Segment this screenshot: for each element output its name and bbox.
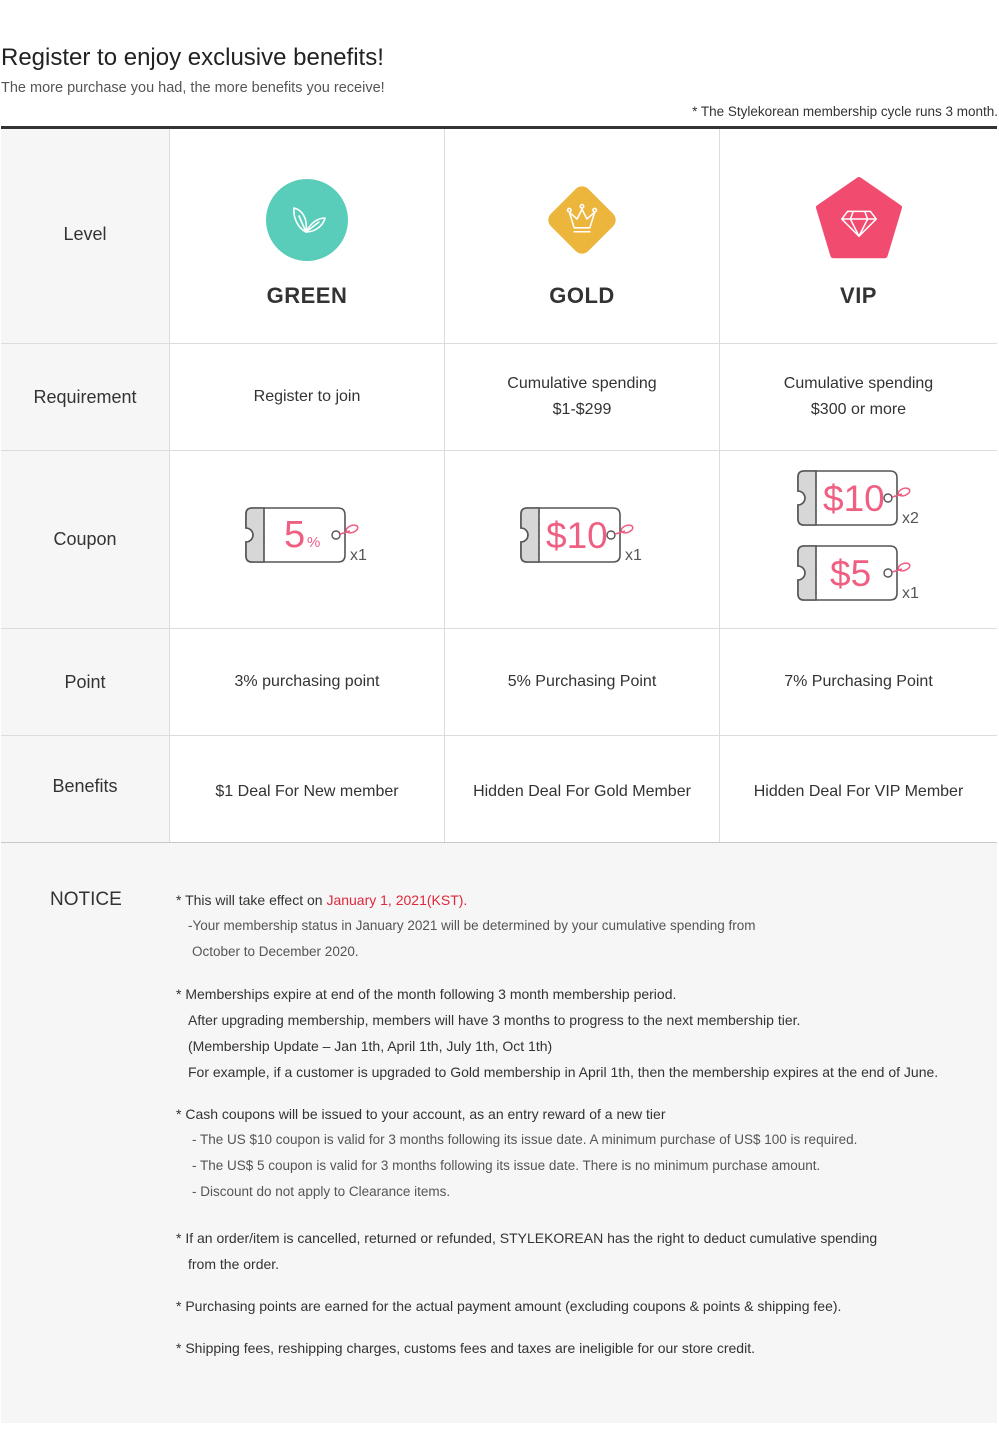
requirement-gold	[445, 344, 720, 450]
benefit-gold: Hidden Deal For Gold Member	[445, 736, 720, 842]
notice-item-effective-date	[176, 887, 976, 913]
coupon-ticket	[244, 505, 370, 574]
coupon-vip	[720, 451, 997, 628]
coupon-label: Coupon	[1, 451, 170, 628]
coupon-ticket	[796, 543, 922, 612]
benefits-row	[1, 736, 997, 843]
leaf-icon	[264, 177, 350, 263]
requirement-green	[170, 344, 445, 450]
coupon-green	[170, 451, 445, 628]
notice-section	[1, 843, 997, 1423]
coupon-stack	[796, 468, 922, 612]
membership-table	[1, 129, 997, 843]
diamond-icon	[816, 177, 902, 263]
requirement-amount: $300 or more	[810, 401, 907, 418]
tier-name-vip: VIP	[840, 283, 877, 308]
notice-item-points: * Purchasing points are earned for the actual payment amount (excluding coupons & points & shipping fee).	[176, 1298, 842, 1314]
page-title: Register to enjoy exclusive benefits!	[1, 44, 384, 71]
requirement-amount: $1-$299	[552, 401, 612, 418]
notice-item-expiry	[176, 981, 976, 1085]
point-green: 3% purchasing point	[170, 629, 445, 735]
page-header	[0, 0, 999, 130]
point-gold: 5% Purchasing Point	[445, 629, 720, 735]
tier-gold	[445, 129, 720, 343]
benefit-vip: Hidden Deal For VIP Member	[753, 783, 964, 800]
notice-subtext: -Your membership status in January 2021 will be determined by your cumulative spending from	[188, 918, 756, 933]
coupon-amount: $10	[546, 515, 608, 556]
page-subtitle: The more purchase you had, the more benefits you receive!	[1, 80, 385, 96]
coupon-qty: x1	[625, 547, 642, 564]
benefit-green: $1 Deal For New member	[170, 736, 445, 842]
requirement-text: Register to join	[253, 388, 361, 405]
notice-body	[176, 887, 976, 1361]
notice-subtext: - The US$ 5 coupon is valid for 3 months following its issue date. There is no minimum purchase amount.	[192, 1158, 821, 1173]
coupon-qty: x1	[901, 584, 919, 602]
notice-text: * This will take effect on	[176, 892, 327, 908]
point-label: Point	[1, 629, 170, 735]
notice-text: * Memberships expire at end of the month following 3 month membership period.	[176, 986, 677, 1002]
coupon-qty: x2	[901, 509, 919, 527]
notice-subtext: - Discount do not apply to Clearance items.	[192, 1184, 451, 1199]
notice-text: from the order.	[188, 1256, 280, 1272]
notice-text: * If an order/item is cancelled, returned or refunded, STYLEKOREAN has the right to deduct cumulative spending	[176, 1230, 878, 1246]
notice-text: (Membership Update – Jan 1th, April 1th, July 1th, Oct 1th)	[188, 1038, 553, 1054]
requirement-text: Cumulative spending	[507, 375, 657, 392]
notice-title: NOTICE	[50, 889, 122, 910]
notice-text: After upgrading membership, members will have 3 months to progress to the next membership tier.	[188, 1012, 801, 1028]
benefits-label: Benefits	[1, 736, 170, 842]
tier-name-gold: GOLD	[549, 283, 615, 308]
coupon-row	[1, 451, 997, 629]
level-label: Level	[1, 129, 170, 343]
requirement-text: Cumulative spending	[783, 375, 934, 392]
coupon-amount: $10	[822, 477, 885, 519]
crown-icon	[539, 177, 625, 263]
notice-subtext: - The US $10 coupon is valid for 3 months following its issue date. A minimum purchase of US$ 100 is required.	[192, 1132, 858, 1147]
coupon-amount: $5	[829, 552, 871, 594]
notice-text: * Cash coupons will be issued to your account, as an entry reward of a new tier	[176, 1106, 666, 1122]
coupon-ticket	[796, 468, 922, 537]
coupon-qty: x1	[350, 547, 367, 564]
level-row	[1, 129, 997, 344]
coupon-gold	[445, 451, 720, 628]
effective-date-highlight: January 1, 2021(KST).	[326, 892, 468, 908]
notice-text: For example, if a customer is upgraded to Gold membership in April 1th, then the membership expires at the end of June.	[188, 1064, 939, 1080]
point-vip: 7% Purchasing Point	[784, 673, 933, 690]
requirement-label: Requirement	[1, 344, 170, 450]
point-row	[1, 629, 997, 736]
notice-item-shipping: * Shipping fees, reshipping charges, customs fees and taxes are ineligible for our store credit.	[176, 1340, 755, 1356]
tier-vip	[720, 129, 997, 343]
coupon-amount: 5	[284, 514, 306, 556]
notice-item-cancellation	[176, 1225, 976, 1277]
coupon-ticket	[519, 505, 645, 574]
requirement-row	[1, 344, 997, 451]
tier-green	[170, 129, 445, 343]
coupon-unit: %	[307, 534, 321, 551]
notice-subtext: October to December 2020.	[192, 944, 359, 959]
membership-cycle-note: * The Stylekorean membership cycle runs 3 month.	[692, 104, 998, 119]
notice-item-coupons	[176, 1101, 976, 1205]
tier-name-green: GREEN	[266, 283, 348, 308]
requirement-vip	[720, 344, 997, 450]
